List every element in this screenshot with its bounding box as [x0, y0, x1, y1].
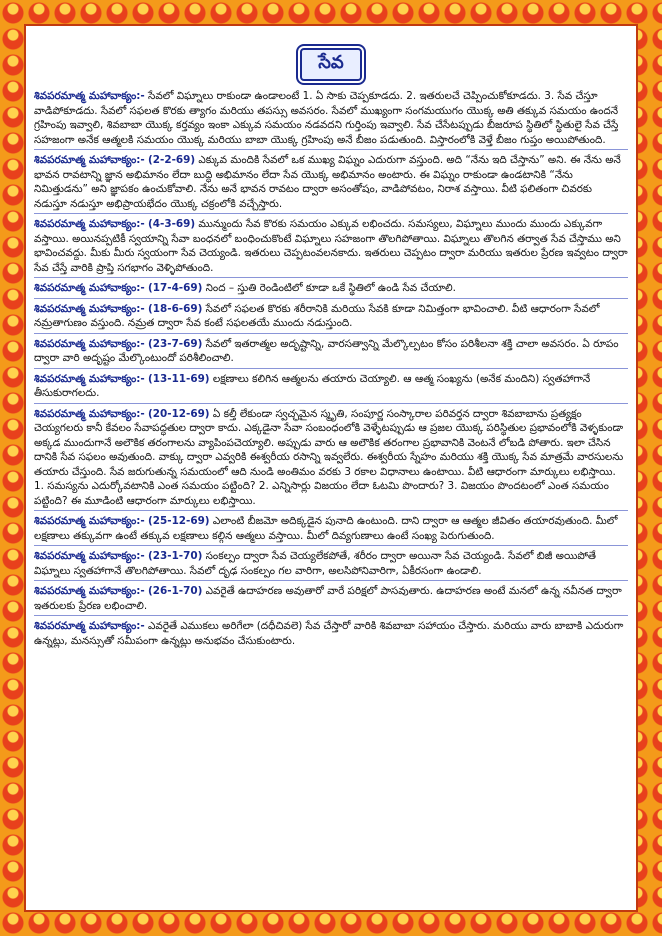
entry-label: శివపరమాత్మ మహావాక్యం:-: [34, 218, 145, 230]
entry-text: ఎక్కువ మందికి సేవలో ఒక ముఖ్య విఘ్నం ఎదురుగా వస్తుంది. అది “నేను ఇది చేస్తాను” అని. ఈ నేను అనే భావన రావటాన్ని జ్ఞాన అభిమానం లేదా బుద్ధి అభిమానం లేదా సేవ యొక్క అభిమానం అంటారు. ఈ విఘ్నం రాకుండా ఉండటానికి “నేను నిమిత్తుడను” అని జ్ఞాపకం ఉంచుకోవాలి. నేను అనే భావన రావటం ద్వారా అసంతోషం, వాడిపోవటం, నిరాశ వస్తాయి. వీటి ఫలితంగా చివరకు నడుస్తూ నడుస్తూ అభిప్రాయభేదం యొక్క చక్రంలోకి వచ్చేస్తారు.: [34, 154, 621, 210]
entry-date: (23-7-69): [148, 337, 203, 350]
entry: [34, 407, 628, 512]
entry-label: శివపరమాత్మ మహావాక్యం:-: [34, 407, 145, 420]
entry-date: (23-1-70): [148, 550, 203, 562]
entry-text: మున్ముందు సేవ కొరకు సమయం ఎక్కువ లభించదు. సమస్యలు, విఘ్నాలు ముందు ముందు ఎక్కువగా వస్తాయి. అయినప్పటికీ స్వయాన్ని సేవా బంధనలో బంధించుకొంటే విఘ్నాలు సహజంగా తొలగిపోతాయి. విఘ్నాలు తొలగిన తర్వాత సేవ చేస్తాము అని భావించవద్దు. మీకు మీరు స్వయంగా సేవ చెయ్యండి. ఇతరులు చెప్పటంవలనకాదు. ఇతరులు చెప్పటం ద్వారా మరియు ఇతరుల ప్రేరణ ఇవ్వటం ద్వారా సేవ చేస్తే వారికి ప్రాప్తి సగభాగం వెళ్ళిపోతుంది.: [34, 218, 628, 274]
entry: [34, 153, 628, 214]
entry-date: (2-2-69): [148, 154, 196, 166]
content-panel: [24, 24, 638, 912]
entry-label: శివపరమాత్మ మహావాక్యం:-: [34, 282, 145, 294]
entry-text: ఏ కల్తీ లేకుండా స్వచ్ఛమైన స్మృతి, సంపూర్ణ సంస్కారాల పరివర్తన ద్వారా శివబాబాను ప్రత్యక్షం చెయ్యగలరు కానీ కేవలం సేవాపద్ధతుల ద్వారా కాదు. ఎక్కడైనా సేవా సంబంధంలోకి వెళ్ళేటప్పుడు ఆ ప్రజల యొక్క పరిస్థితుల ప్రభావంలోకి వెళ్ళకుండా అక్కడ ముందుగానే అలౌకిక తరంగాలను వ్యాపింపచెయ్యాలి. అప్పుడు వారు ఆ అలౌకిక తరంగాల ప్రభావానికి వెంటనే లోబడి పోతారు. ఇలా చేసిన దానికి సేవ సఫలం అవుతుంది. వాక్కు ద్వారా ఎవ్వరికి ఈశ్వరీయ రసాన్ని ఇవ్వలేరు. ఈశ్వరీయ స్నేహం మరియు శక్తి యొక్క సేవ మాత్రమే వారసులను తయారు చేస్తుంది. సేవ జరుగుతున్న సమయంలో ఆది నుండి అంతిమం వరకు 3 రకాల విధానాలు ఉంటాయి. వీటి ఆధారంగా మార్కులు లభిస్తాయి. 1. సమస్యను ఎదుర్కోవటానికి ఎంత సమయం పట్టింది? 2. ఎన్నిసార్లు విజయం లేదా ఓటమి పొందారు? 3. విజయం పొందటంలో ఎంత సమయం పట్టింది? ఈ మూడింటి ఆధారంగా మార్కులు లభిస్తాయి.: [34, 407, 624, 507]
entry-date: (25-12-69): [148, 515, 210, 527]
page-title: సేవ: [300, 48, 361, 81]
entry-text: సేవలో విఘ్నాలు రాకుండా ఉండాలంటే 1. ఏ సాకు చెప్పకూడదు. 2. ఇతరులచే చెప్పించుకోకూడదు. 3. సేవ చేస్తూ వాడిపోకూడదు. సేవలో సఫలత కొరకు త్యాగం మరియు తపస్సు అవసరం. సేవలో ముఖ్యంగా సంగమయుగం యొక్క అతి తక్కువ సమయం ఉందనే గ్రహింపు ఇవ్వాలి, శివబాబా యొక్క కర్తవ్యం ఇంకా ఎక్కువ సమయం నడవదని గుర్తింపు ఇవ్వాలి. సేవ చేసేటప్పుడు బీజరూప స్థితిలో స్థితులై సేవ చేస్తే సహజంగా అనేక ఆత్మలకి సమయం యొక్క మరియు బాబా యొక్క గ్రహింపు అనే బీజం పడుతుంది. విస్తారంలోకి వెళ్తే బీజం గుప్తం అయిపోతుంది.: [34, 90, 619, 146]
entry-date: (17-4-69): [148, 282, 203, 294]
entry-text: ఎలాంటి బీజమో అదిక్కడైన పునాది ఉంటుంది. దాని ద్వారా ఆ ఆత్మల జీవితం తయారవుతుంది. మీలో లక్షణాలు తక్కువగా ఉంటే తక్కువ లక్షణాలు కల్గిన ఆత్మలు వస్తాయి. మీలో దివ్యగుణాలు ఉంటే సంఖ్య పెరుగుతుంది.: [34, 515, 618, 542]
heading-wrap: [34, 48, 628, 81]
entry-label: శివపరమాత్మ మహావాక్యం:-: [34, 620, 145, 632]
entry-label: శివపరమాత్మ మహావాక్యం:-: [34, 154, 145, 166]
entry: [34, 372, 628, 404]
entry-text: సేవలో సఫలత కొరకు శరీరానికి మరియు సేవకి కూడా నిమిత్తంగా భావించాలి. వీటి ఆధారంగా సేవలో నమ్రతాగుణం వస్తుంది. నమ్రత ద్వారా సేవ కంటే సఫలతయే ముందు నడుస్తుంది.: [34, 302, 600, 329]
entry-label: శివపరమాత్మ మహావాక్యం:-: [34, 90, 145, 102]
entry-text: సంకల్పం ద్వారా సేవ చెయ్యలేకపోతే, శరీరం ద్వారా అయినా సేవ చెయ్యండి. సేవలో బిజీ అయిపోతే విఘ్నాలు స్వతహాగానే తొలగిపోతాయి. సేవలో దృఢ సంకల్పం గల వారిగా, అలసిపోనివారిగా, ఏకీరసంగా ఉండాలి.: [34, 550, 597, 577]
entry-date: (26-1-70): [148, 585, 203, 597]
entry-date: (18-6-69): [148, 302, 203, 315]
entry-text: ఎవరైతే ఉదాహరణ అవుతారో వారే పరిక్షలో పాసవుతారు. ఉదాహరణ అంటే మనలో ఉన్న నవీనత ద్వారా ఇతరులకు ప్రేరణ లభించాలి.: [34, 585, 622, 612]
entry: [34, 89, 628, 150]
entry: [34, 302, 628, 334]
entry: [34, 281, 628, 299]
entry: [34, 619, 628, 650]
entry-label: శివపరమాత్మ మహావాక్యం:-: [34, 337, 145, 350]
entry-label: శివపరమాత్మ మహావాక్యం:-: [34, 585, 145, 597]
entry-date: (13-11-69): [148, 372, 210, 385]
entry-date: (20-12-69): [148, 407, 210, 420]
entry-label: శివపరమాత్మ మహావాక్యం:-: [34, 372, 145, 385]
entry: [34, 337, 628, 369]
entry-label: శివపరమాత్మ మహావాక్యం:-: [34, 515, 145, 527]
entry-text: నింద – స్తుతి రెండింటిలో కూడా ఒకే స్థితిలో ఉండి సేవ చేయాలి.: [205, 282, 456, 294]
entry-text: ఎవరైతే ఎముకలు అరిగేలా (దధీచివలె) సేవ చేస్తారో వారికి శివబాబా సహాయం చేస్తారు. మరియు వారు బాబాకి ఎదురుగా ఉన్నట్లు, మనస్సుతో సమీపంగా ఉన్నట్లు అనుభవం చేసుకుంటారు.: [34, 620, 624, 647]
entry-label: శివపరమాత్మ మహావాక్యం:-: [34, 550, 145, 562]
entry: [34, 514, 628, 546]
entry-text: లక్షణాలు కలిగిన ఆత్మలను తయారు చెయ్యాలి. ఆ ఆత్మ సంఖ్యను (అనేక మందిని) స్వతహాగానే తీసుకురాగలదు.: [34, 372, 591, 399]
entry: [34, 549, 628, 581]
entry-date: (4-3-69): [148, 218, 196, 230]
entry-text: సేవలో ఇతరాత్మల అదృష్టాన్ని, వారసత్వాన్ని మేల్కొల్పటం కోసం పరిశీలనా శక్తి చాలా అవసరం. ఏ రూపం ద్వారా వారి అదృష్టం మేల్కొంటుందో పరిశీలించాలి.: [34, 337, 619, 364]
entry: [34, 584, 628, 616]
entry: [34, 217, 628, 278]
entries-list: [34, 89, 628, 650]
entry-label: శివపరమాత్మ మహావాక్యం:-: [34, 302, 145, 315]
